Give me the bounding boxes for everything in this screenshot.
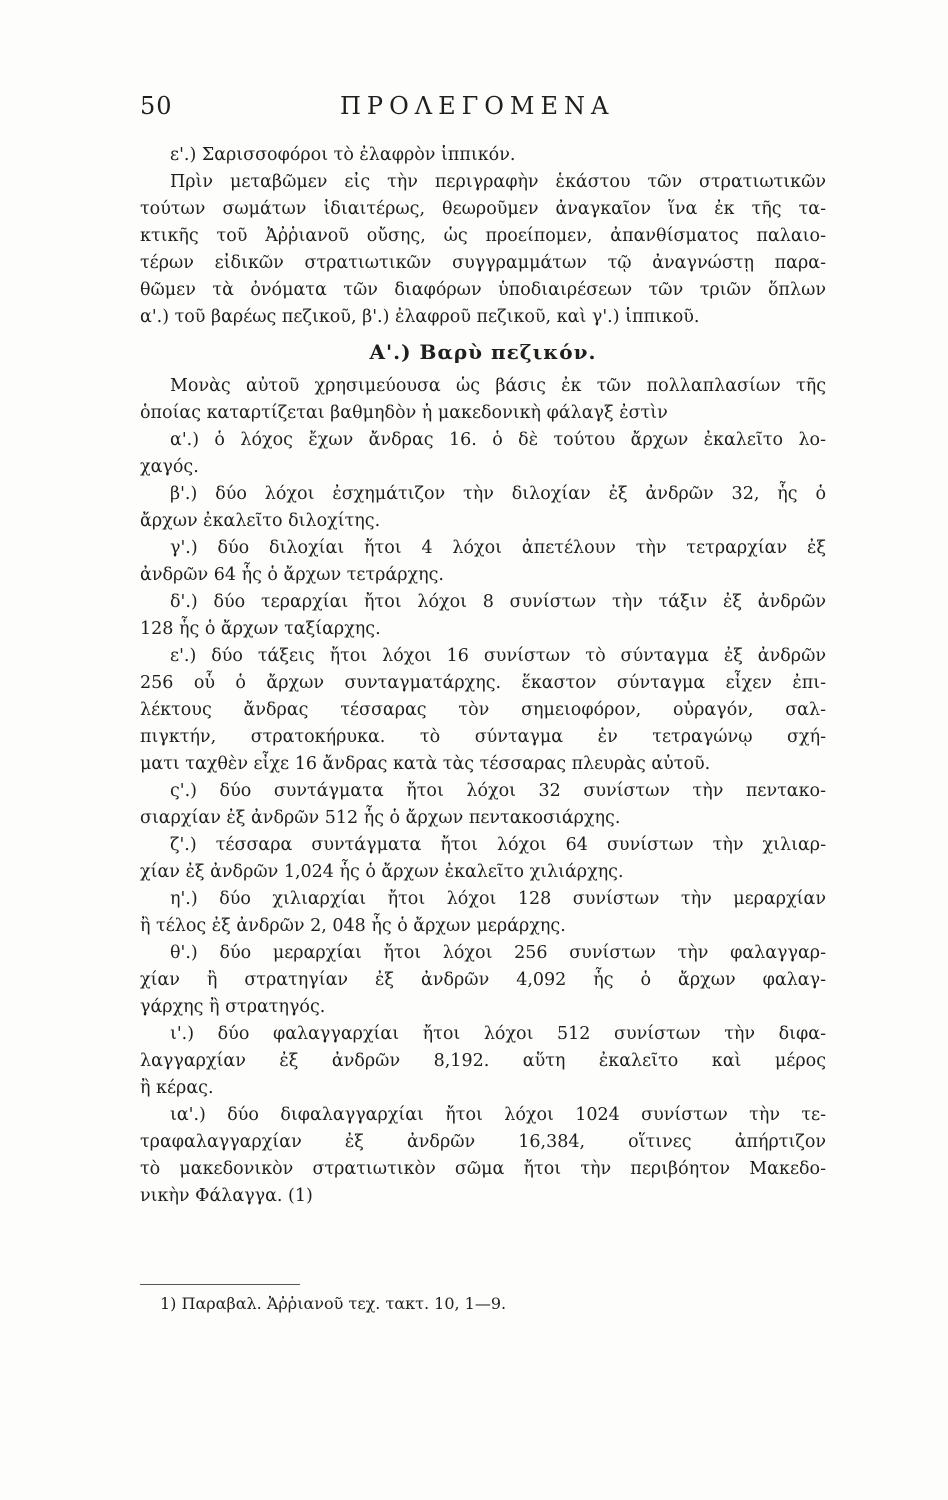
text-line: χαγός. [140,457,199,477]
text-line: ὁποίας καταρτίζεται βαθμηδὸν ἡ μακεδονικὴ φάλαγξ ἐστὶν [140,403,668,423]
text-line: χίαν ἐξ ἀνδρῶν 1,024 ἧς ὁ ἄρχων ἐκαλεῖτο χιλιάρχης. [140,862,624,882]
text-line: β'.) δύο λόχοι ἐσχημάτιζον τὴν διλοχίαν ἐξ ἀνδρῶν 32, ἧς ὁ [170,484,826,504]
text-line: κτικῆς τοῦ Ἀῤῥιανοῦ οὔσης, ὡς προείπομεν, ἀπανθίσματος παλαιο- [140,226,826,246]
running-title: ΠΡΟΛΕΓΟΜΕΝΑ [340,92,615,120]
text-line: λέκτους ἄνδρας τέσσαρας τὸν σημειοφόρον, οὐραγόν, σαλ- [140,700,826,720]
text-line: ματι ταχθὲν εἶχε 16 ἄνδρας κατὰ τὰς τέσσαρας πλευρὰς αὐτοῦ. [140,754,711,774]
text-line: ε'.) Σαρισσοφόροι τὸ ἐλαφρὸν ἱππικόν. [170,145,516,165]
text-line: πιγκτήν, στρατοκήρυκα. τὸ σύνταγμα ἐν τετραγώνῳ σχή- [140,727,826,747]
page-number: 50 [140,92,173,120]
text-line: α'.) ὁ λόχος ἔχων ἄνδρας 16. ὁ δὲ τούτου ἄρχων ἐκαλεῖτο λο- [170,430,826,450]
text-line: ἀνδρῶν 64 ἧς ὁ ἄρχων τετράρχης. [140,565,444,585]
body-text [140,142,826,1210]
text-line: τούτων σωμάτων ἰδιαιτέρως, θεωροῦμεν ἀναγκαῖον ἵνα ἐκ τῆς τα- [140,199,826,219]
page-header [140,92,840,132]
text-line: δ'.) δύο τεραρχίαι ἤτοι λόχοι 8 συνίστων τὴν τάξιν ἐξ ἀνδρῶν [170,592,826,612]
section-heading: Α'.) Βαρὺ πεζικόν. [369,340,597,364]
text-line: γ'.) δύο διλοχίαι ἤτοι 4 λόχοι ἀπετέλουν τὴν τετραρχίαν ἐξ [170,538,826,558]
footnote-divider [140,1284,300,1285]
text-line: Πρὶν μεταβῶμεν εἰς τὴν περιγραφὴν ἑκάστου τῶν στρατιωτικῶν [170,172,826,192]
text-line: γάρχης ἢ στρατηγός. [140,997,326,1017]
text-line: ἄρχων ἐκαλεῖτο διλοχίτης. [140,511,381,531]
text-line: χίαν ἢ στρατηγίαν ἐξ ἀνδρῶν 4,092 ἧς ὁ ἄρχων φαλαγ- [140,970,826,990]
text-line: τὸ μακεδονικὸν στρατιωτικὸν σῶμα ἤτοι τὴν περιβόητον Μακεδο- [140,1159,826,1179]
text-line: νικὴν Φάλαγγα. (1) [140,1186,313,1206]
text-line: α'.) τοῦ βαρέως πεζικοῦ, β'.) ἐλαφροῦ πεζικοῦ, καὶ γ'.) ἱππικοῦ. [140,307,700,327]
footnote: 1) Παραβαλ. Ἀῤῥιανοῦ τεχ. τακτ. 10, 1—9. [160,1294,507,1313]
text-line: ι'.) δύο φαλαγγαρχίαι ἤτοι λόχοι 512 συνίστων τὴν διφα- [170,1024,826,1044]
text-line: θ'.) δύο μεραρχίαι ἤτοι λόχοι 256 συνίστων τὴν φαλαγγαρ- [170,943,826,963]
text-line: 128 ἧς ὁ ἄρχων ταξίαρχης. [140,619,381,639]
text-line: τέρων εἰδικῶν στρατιωτικῶν συγγραμμάτων τῷ ἀναγνώστῃ παρα- [140,253,826,273]
text-line: ε'.) δύο τάξεις ἤτοι λόχοι 16 συνίστων τὸ σύνταγμα ἐξ ἀνδρῶν [170,646,826,666]
text-line: λαγγαρχίαν ἐξ ἀνδρῶν 8,192. αὕτη ἐκαλεῖτο καὶ μέρος [140,1051,826,1071]
text-line: ἢ τέλος ἐξ ἀνδρῶν 2, 048 ἧς ὁ ἄρχων μεράρχης. [140,916,566,936]
text-line: ια'.) δύο διφαλαγγαρχίαι ἤτοι λόχοι 1024 συνίστων τὴν τε- [170,1105,826,1125]
text-line: Μονὰς αὐτοῦ χρησιμεύουσα ὡς βάσις ἐκ τῶν πολλαπλασίων τῆς [170,376,826,396]
text-line: 256 οὗ ὁ ἄρχων συνταγματάρχης. ἕκαστον σύνταγμα εἶχεν ἐπι- [140,673,826,693]
text-line: θῶμεν τὰ ὀνόματα τῶν διαφόρων ὑποδιαιρέσεων τῶν τριῶν ὅπλων [140,280,826,300]
text-line: σιαρχίαν ἐξ ἀνδρῶν 512 ἧς ὁ ἄρχων πεντακοσιάρχης. [140,808,621,828]
text-line: ς'.) δύο συντάγματα ἤτοι λόχοι 32 συνίστων τὴν πεντακο- [170,781,826,801]
text-line: ἢ κέρας. [140,1078,214,1098]
text-line: ζ'.) τέσσαρα συντάγματα ἤτοι λόχοι 64 συνίστων τὴν χιλιαρ- [170,835,826,855]
text-line: η'.) δύο χιλιαρχίαι ἤτοι λόχοι 128 συνίστων τὴν μεραρχίαν [170,889,826,909]
text-line: τραφαλαγγαρχίαν ἐξ ἀνδρῶν 16,384, οἵτινες ἀπήρτιζον [140,1132,826,1152]
